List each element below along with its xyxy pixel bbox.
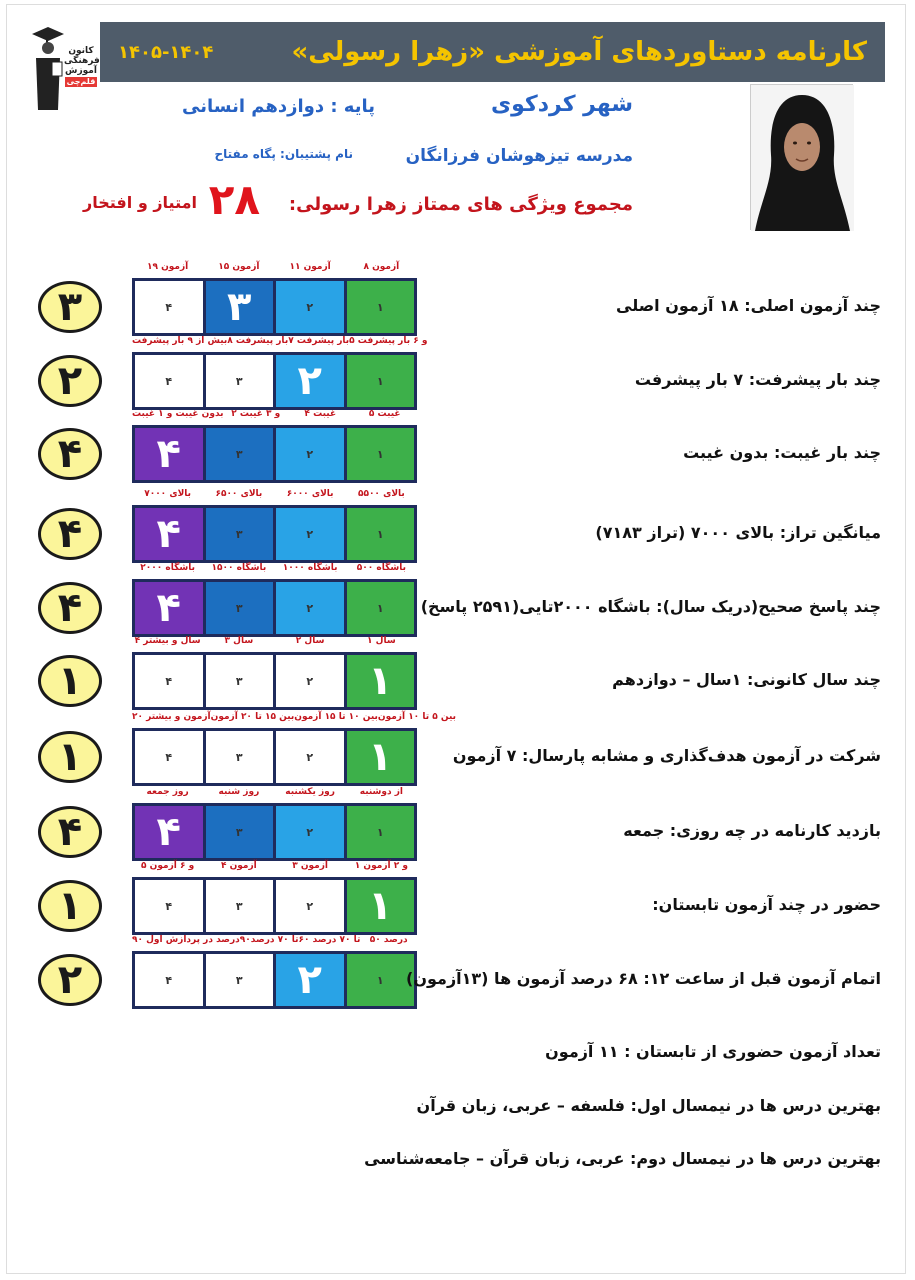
threshold-label: بین ۱۰ تا ۱۵ آزمون (294, 712, 378, 722)
threshold-label: بالای ۶۰۰۰ (286, 489, 334, 499)
logo-text (64, 46, 98, 87)
level-boxes (132, 728, 417, 786)
score-circle: ۲ (38, 355, 102, 407)
level-box: ۳ (206, 355, 274, 407)
achieved-level-box: ۲ (276, 355, 344, 407)
achieved-level-box: ۴ (135, 508, 203, 560)
threshold-label: ۵ غیبت (368, 409, 401, 419)
criterion-question: بازدید کارنامه در چه روزی: جمعه (623, 821, 881, 840)
level-boxes (132, 505, 417, 563)
level-box: ۲ (276, 806, 344, 858)
threshold-label: باشگاه ۲۰۰۰ (140, 563, 195, 573)
score-circle: ۱ (38, 655, 102, 707)
level-box: ۲ (276, 582, 344, 634)
threshold-label: ۷ بار پیشرفت (288, 336, 350, 346)
logo-line-1: کانون (68, 46, 94, 56)
threshold-labels (132, 935, 417, 945)
logo-line-3: آموزش (65, 66, 97, 76)
threshold-label: ۳ آزمون (292, 861, 329, 871)
level-box: ۴ (135, 880, 203, 932)
score-circle: ۴ (38, 806, 102, 858)
threshold-label: باشگاه ۵۰۰ (356, 563, 406, 573)
level-box: ۲ (276, 428, 344, 480)
level-box: ۴ (135, 731, 203, 783)
level-box: ۲ (276, 880, 344, 932)
threshold-label: ۸ آزمون (363, 262, 400, 272)
level-box: ۳ (206, 508, 274, 560)
threshold-labels (132, 636, 417, 646)
threshold-labels (132, 712, 457, 722)
criterion-question: چند آزمون اصلی: ۱۸ آزمون اصلی (616, 296, 881, 315)
criterion-question: اتمام آزمون قبل از ساعت ۱۲: ۶۸ درصد آزمون ها (۱۳آزمون) (406, 969, 881, 988)
achieved-level-box: ۱ (347, 880, 415, 932)
level-box: ۳ (206, 655, 274, 707)
level-boxes (132, 579, 417, 637)
achieved-level-box: ۴ (135, 428, 203, 480)
threshold-labels (132, 409, 417, 419)
level-box: ۳ (206, 582, 274, 634)
academic-years: ۱۴۰۵-۱۴۰۴ (118, 41, 214, 63)
level-boxes (132, 425, 417, 483)
level-box: ۱ (347, 428, 415, 480)
score-circle: ۲ (38, 954, 102, 1006)
student-city: شهر کردکوی (490, 92, 633, 117)
level-box: ۳ (206, 954, 274, 1006)
threshold-label: بالای ۶۵۰۰ (215, 489, 263, 499)
threshold-label: روز شنبه (218, 787, 260, 797)
student-school: مدرسه تیزهوشان فرزانگان (405, 146, 633, 166)
threshold-label: ۴ سال و بیشتر (134, 636, 201, 646)
achieved-level-box: ۱ (347, 731, 415, 783)
level-boxes (132, 803, 417, 861)
graduate-figure-icon (28, 22, 68, 112)
criterion-question: چند پاسخ صحیح(دریک سال): باشگاه ۲۰۰۰تایی(۲۵۹۱ پاسخ) (420, 597, 881, 616)
level-boxes (132, 352, 417, 410)
threshold-label: روز جمعه (146, 787, 189, 797)
threshold-labels (132, 262, 417, 272)
achieved-level-box: ۲ (276, 954, 344, 1006)
logo-badge: قلم‌چی (66, 77, 96, 86)
level-box: ۱ (347, 281, 415, 333)
threshold-label: بین ۱۵ تا ۲۰ آزمون (210, 712, 295, 722)
threshold-label: ۹۰تا ۷۰ درصد (239, 935, 299, 945)
summary-label: مجموع ویژگی های ممتاز زهرا رسولی: (288, 194, 633, 215)
level-box: ۳ (206, 428, 274, 480)
threshold-label: ۵۰ درصد (369, 935, 408, 945)
criterion-question: چند بار پیشرفت: ۷ بار پیشرفت (634, 370, 881, 389)
threshold-label: بین ۵ تا ۱۰ آزمون (377, 712, 457, 722)
level-boxes (132, 278, 417, 336)
threshold-labels (132, 489, 417, 499)
achieved-level-box: ۱ (347, 655, 415, 707)
criterion-question: چند سال کانونی: ۱سال – دوازدهم (612, 670, 881, 689)
threshold-label: ۶۰ تا ۷۰ درصد (298, 935, 361, 945)
score-circle: ۴ (38, 582, 102, 634)
level-box: ۲ (276, 281, 344, 333)
achieved-level-box: ۴ (135, 806, 203, 858)
level-box: ۴ (135, 655, 203, 707)
threshold-labels (132, 787, 417, 797)
level-box: ۲ (276, 731, 344, 783)
level-box: ۱ (347, 954, 415, 1006)
level-box: ۴ (135, 281, 203, 333)
level-box: ۱ (347, 582, 415, 634)
threshold-label: بیش از ۹ بار پیشرفت (132, 336, 228, 346)
level-boxes (132, 652, 417, 710)
level-boxes (132, 877, 417, 935)
threshold-label: ۳ سال (224, 636, 254, 646)
level-box: ۴ (135, 954, 203, 1006)
criterion-question: میانگین تراز: بالای ۷۰۰۰ (تراز ۷۱۸۳) (595, 523, 881, 542)
threshold-label: ۴ غیبت (304, 409, 337, 419)
student-grade: پایه : دوازدهم انسانی (182, 96, 375, 117)
level-boxes (132, 951, 417, 1009)
threshold-label: ۲ و ۳ غیبت (231, 409, 281, 419)
student-portrait-image (751, 85, 854, 231)
criterion-question: شرکت در آزمون هدف‌گذاری و مشابه پارسال: ۷ آزمون (452, 746, 881, 765)
level-box: ۱ (347, 806, 415, 858)
level-box: ۳ (206, 731, 274, 783)
logo-line-2: فرهنگی (64, 56, 100, 66)
level-box: ۳ (206, 806, 274, 858)
threshold-label: ۴ آزمون (220, 861, 257, 871)
supporter-name: نام پشتیبان: پگاه مفتاح (214, 147, 353, 161)
threshold-label: ۱ سال (367, 636, 396, 646)
title-band (100, 22, 885, 82)
threshold-label: ۱ و ۲ آزمون (354, 861, 408, 871)
threshold-label: ۸ بار پیشرفت (227, 336, 289, 346)
score-circle: ۱ (38, 731, 102, 783)
score-circle: ۴ (38, 508, 102, 560)
threshold-label: از دوشنبه (359, 787, 404, 797)
threshold-label: ۲ سال (295, 636, 325, 646)
score-circle: ۳ (38, 281, 102, 333)
footer-line-1: تعداد آزمون حضوری از تابستان : ۱۱ آزمون (545, 1042, 881, 1061)
threshold-labels (132, 861, 417, 871)
footer-line-3: بهترین درس ها در نیمسال دوم: عربی، زبان قرآن – جامعه‌شناسی (364, 1149, 881, 1168)
level-box: ۳ (206, 880, 274, 932)
threshold-label: باشگاه ۱۰۰۰ (282, 563, 338, 573)
score-circle: ۱ (38, 880, 102, 932)
total-score: ۲۸ (208, 175, 260, 224)
threshold-label: ۱۹ آزمون (146, 262, 189, 272)
threshold-label: ۵ و ۶ بار پیشرفت (349, 336, 428, 346)
page-title: کارنامه دستاوردهای آموزشی «زهرا رسولی» (291, 37, 867, 67)
level-box: ۱ (347, 355, 415, 407)
total-score-caption: امتیاز و افتخار (83, 193, 197, 212)
threshold-label: بدون غیبت و ۱ غیبت (132, 409, 224, 419)
footer-line-2: بهترین درس ها در نیمسال اول: فلسفه – عربی، زبان قرآن (416, 1096, 881, 1115)
threshold-label: باشگاه ۱۵۰۰ (211, 563, 267, 573)
threshold-label: روز یکشنبه (285, 787, 335, 797)
threshold-label: ۲۰ آزمون و بیشتر (132, 712, 211, 722)
threshold-label: بالای ۵۵۰۰ (357, 489, 405, 499)
score-circle: ۴ (38, 428, 102, 480)
achieved-level-box: ۴ (135, 582, 203, 634)
student-photo (750, 84, 853, 230)
achieved-level-box: ۳ (206, 281, 274, 333)
threshold-label: ۹۰ درصد در پردازش اول (132, 935, 240, 945)
level-box: ۴ (135, 355, 203, 407)
criterion-question: چند بار غیبت: بدون غیبت (683, 443, 881, 462)
level-box: ۲ (276, 508, 344, 560)
threshold-labels (132, 563, 417, 573)
threshold-label: ۵ و ۶ آزمون (141, 861, 195, 871)
level-box: ۲ (276, 655, 344, 707)
threshold-label: ۱۵ آزمون (218, 262, 260, 272)
level-box: ۱ (347, 508, 415, 560)
threshold-labels (132, 336, 428, 346)
threshold-label: ۱۱ آزمون (289, 262, 331, 272)
criterion-question: حضور در چند آزمون تابستان: (652, 895, 881, 914)
threshold-label: بالای ۷۰۰۰ (144, 489, 192, 499)
